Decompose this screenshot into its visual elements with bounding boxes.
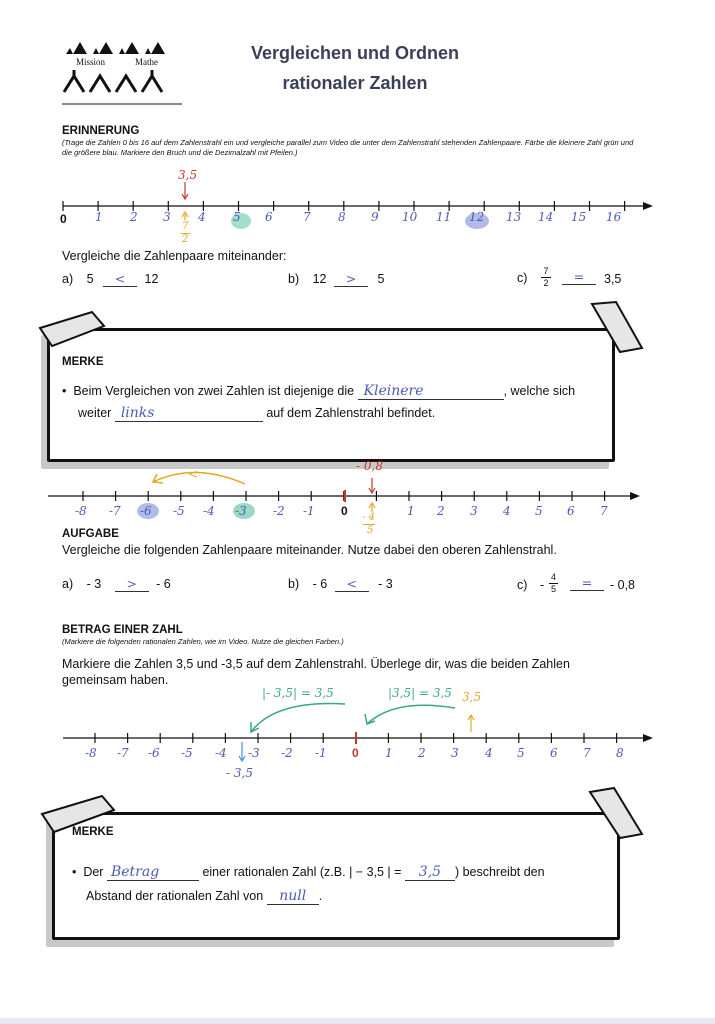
tick-label: 6 — [265, 210, 273, 224]
mark-neg-0-8: - 0,8 — [356, 459, 383, 473]
tick-label: 2 — [418, 746, 426, 760]
tick-label: 3 — [470, 504, 478, 518]
merke-2-text5: . — [318, 889, 323, 903]
aufgabe-b — [288, 576, 393, 592]
tick-label: 1 — [385, 746, 393, 760]
number-line-0-16 — [55, 160, 665, 250]
compare-b-right: 5 — [377, 272, 385, 286]
merke-2-formula: | − 3,5 | = — [349, 865, 402, 879]
compare-c-fraction — [541, 266, 551, 289]
compare-a-left: 5 — [86, 272, 94, 286]
erinnerung-heading: ERINNERUNG — [62, 125, 140, 137]
merke-2-line1: • Der Betrag einer rationalen Zahl (z.B. | − 3,5 | = 3,5 ) beschreibt den — [72, 864, 545, 880]
tape-icon — [580, 784, 650, 844]
tick-label: 1 — [95, 210, 103, 224]
aufgabe-c-minus: - — [540, 578, 545, 592]
tick-label: 4 — [503, 504, 511, 518]
mark-fraction-num: - 4 — [362, 512, 375, 523]
compare-b — [288, 271, 384, 287]
tick-label: 1 — [407, 504, 415, 518]
tick-label: -8 — [85, 746, 97, 760]
compare-b-left: 12 — [312, 272, 327, 286]
merke-2-text3: ) beschreibt den — [454, 865, 545, 879]
tick-label: 12 — [469, 210, 485, 224]
compare-c-label: c) — [517, 271, 528, 285]
aufgabe-a-right: - 6 — [156, 577, 171, 591]
arrow-label: < — [188, 467, 199, 481]
tick-label: 3 — [451, 746, 459, 760]
tick-label: 6 — [567, 504, 575, 518]
tick-label: 8 — [616, 746, 624, 760]
tick-label: 5 — [517, 746, 525, 760]
tape-icon — [32, 308, 112, 358]
aufgabe-c-answer[interactable]: = — [570, 575, 604, 591]
fraction-den: 5 — [550, 584, 556, 594]
tick-label: 5 — [233, 210, 241, 224]
merke-2-answer1[interactable]: Betrag — [107, 864, 199, 881]
tick-label: -6 — [148, 746, 160, 760]
betrag-note: (Markiere die folgenden rationalen Zahlen, wie im Video. Nutze die gleichen Farben.) — [62, 637, 344, 646]
aufgabe-c-label: c) — [517, 578, 528, 592]
tick-label: -1 — [303, 504, 315, 518]
merke-1-answer2[interactable]: links — [115, 405, 263, 422]
logo — [60, 40, 185, 106]
aufgabe-a-label: a) — [62, 577, 74, 591]
tick-label: -7 — [109, 504, 121, 518]
merke-2-text2: einer rationalen Zahl (z.B. — [202, 865, 346, 879]
mark-fraction-den: 2 — [182, 234, 189, 245]
merke-1-text1: Beim Vergleichen von zwei Zahlen ist diejenige die — [73, 384, 355, 398]
compare-b-answer[interactable]: > — [334, 271, 368, 287]
compare-c-right: 3,5 — [604, 272, 622, 286]
compare-a — [62, 271, 158, 287]
fraction-den: 2 — [543, 278, 549, 288]
mark-neg-3-5: - 3,5 — [226, 766, 253, 780]
merke-2-heading: MERKE — [72, 826, 114, 838]
merke-1-line2 — [78, 405, 435, 422]
merke-2-text4: Abstand der rationalen Zahl von — [86, 889, 264, 903]
number-line-neg8-8 — [45, 462, 655, 542]
aufgabe-c-fraction — [549, 572, 558, 595]
number-line-neg8-8-labels — [45, 504, 655, 522]
aufgabe-b-right: - 3 — [378, 577, 393, 591]
tick-label: 7 — [600, 504, 608, 518]
tick-label: -4 — [215, 746, 227, 760]
tick-label: 9 — [371, 210, 379, 224]
tick-label: 3 — [163, 210, 171, 224]
compare-c — [517, 271, 527, 285]
mark-3-5: 3,5 — [178, 168, 198, 182]
merke-1-text4: auf dem Zahlenstrahl befindet. — [266, 406, 436, 420]
compare-a-right: 12 — [144, 272, 159, 286]
tick-label: 14 — [538, 210, 554, 224]
tick-label: 4 — [485, 746, 493, 760]
tick-label: 8 — [338, 210, 346, 224]
tick-label-zero: 0 — [352, 746, 359, 760]
tick-label: -2 — [273, 504, 285, 518]
betrag-label-left: |- 3,5| = 3,5 — [262, 686, 334, 700]
compare-c-answer[interactable]: = — [562, 269, 596, 285]
tick-label-zero: 0 — [341, 504, 348, 518]
aufgabe-b-label: b) — [288, 577, 300, 591]
tick-label: -8 — [75, 504, 87, 518]
merke-2-text1: Der — [83, 865, 104, 879]
aufgabe-b-answer[interactable]: < — [335, 576, 369, 592]
tick-label: -5 — [173, 504, 185, 518]
tape-icon — [580, 298, 650, 358]
aufgabe-c-right: - 0,8 — [610, 578, 636, 592]
tick-label: -5 — [181, 746, 193, 760]
tick-label: 10 — [402, 210, 418, 224]
aufgabe-heading: AUFGABE — [62, 528, 119, 540]
tick-label: -1 — [315, 746, 327, 760]
aufgabe-a — [62, 576, 171, 592]
aufgabe-intro: Vergleiche die folgenden Zahlenpaare miteinander. Nutze dabei den oberen Zahlenstrahl. — [62, 543, 557, 557]
page-title-line1: Vergleichen und Ordnen — [250, 43, 460, 63]
mark-pos-3-5: 3,5 — [462, 690, 482, 704]
compare-b-label: b) — [288, 272, 300, 286]
tick-label: 0 — [60, 212, 67, 226]
tick-label: 4 — [198, 210, 206, 224]
compare-intro: Vergleiche die Zahlenpaare miteinander: — [62, 249, 287, 263]
tick-label: -4 — [203, 504, 215, 518]
tick-label: 2 — [130, 210, 138, 224]
merke-1-text3: weiter — [78, 406, 112, 420]
tick-label: -3 — [235, 504, 247, 518]
aufgabe-b-left: - 6 — [312, 577, 328, 591]
tick-label: 2 — [437, 504, 445, 518]
tick-label: 13 — [506, 210, 522, 224]
aufgabe-a-left: - 3 — [86, 577, 102, 591]
betrag-heading: BETRAG EINER ZAHL — [62, 624, 183, 636]
tick-label: 11 — [436, 210, 452, 224]
tick-label: 15 — [571, 210, 587, 224]
tick-label: 7 — [303, 210, 311, 224]
fraction-num: 7 — [541, 266, 551, 278]
mark-fraction-num: 7 — [182, 221, 189, 232]
number-line-betrag-labels — [55, 746, 665, 764]
merke-1-text2: , welche sich — [503, 384, 576, 398]
betrag-label-right: |3,5| = 3,5 — [388, 686, 452, 700]
tick-label: -3 — [248, 746, 260, 760]
logo-text-mission: Mission — [76, 57, 106, 67]
tick-label: -7 — [117, 746, 129, 760]
tick-label: 16 — [606, 210, 622, 224]
tick-label: -6 — [140, 504, 152, 518]
bottom-bar — [0, 1018, 715, 1024]
tick-label: 6 — [550, 746, 558, 760]
merke-2-line2 — [86, 888, 322, 905]
aufgabe-a-answer[interactable]: > — [115, 576, 149, 592]
tick-label: -2 — [281, 746, 293, 760]
logo-mark — [60, 40, 185, 106]
tick-label: 7 — [583, 746, 591, 760]
tick-label: 5 — [535, 504, 543, 518]
betrag-intro: Markiere die Zahlen 3,5 und -3,5 auf dem Zahlenstrahl. Überlege dir, was die beiden Zahlen gemeinsam haben. — [62, 657, 570, 687]
merke-1-heading: MERKE — [62, 356, 104, 368]
merke-2-answer3[interactable]: null — [267, 888, 319, 905]
mark-fraction-den: 5 — [367, 525, 374, 536]
erinnerung-note: (Trage die Zahlen 0 bis 16 auf dem Zahlenstrahl ein und vergleiche parallel zum Video die unter dem Zahlenstrahl stehenden Zahlenpaare. Färbe die kleinere Zahl grün und die größere blau. Markiere den Bruch und die Dezimalzahl mit Pfeilen.) — [62, 138, 634, 157]
number-line-0-16-labels — [55, 210, 665, 226]
compare-a-label: a) — [62, 272, 74, 286]
merke-1-line1: • Beim Vergleichen von zwei Zahlen ist diejenige die Kleinere , welche sich — [62, 383, 576, 399]
compare-a-answer[interactable]: < — [103, 271, 137, 287]
logo-text-mathe: Mathe — [135, 57, 158, 67]
merke-1-answer1[interactable]: Kleinere — [358, 383, 504, 400]
page-title-line2: rationaler Zahlen — [282, 73, 428, 93]
fraction-num: 4 — [550, 572, 556, 582]
merke-2-answer2[interactable]: 3,5 — [405, 864, 455, 881]
